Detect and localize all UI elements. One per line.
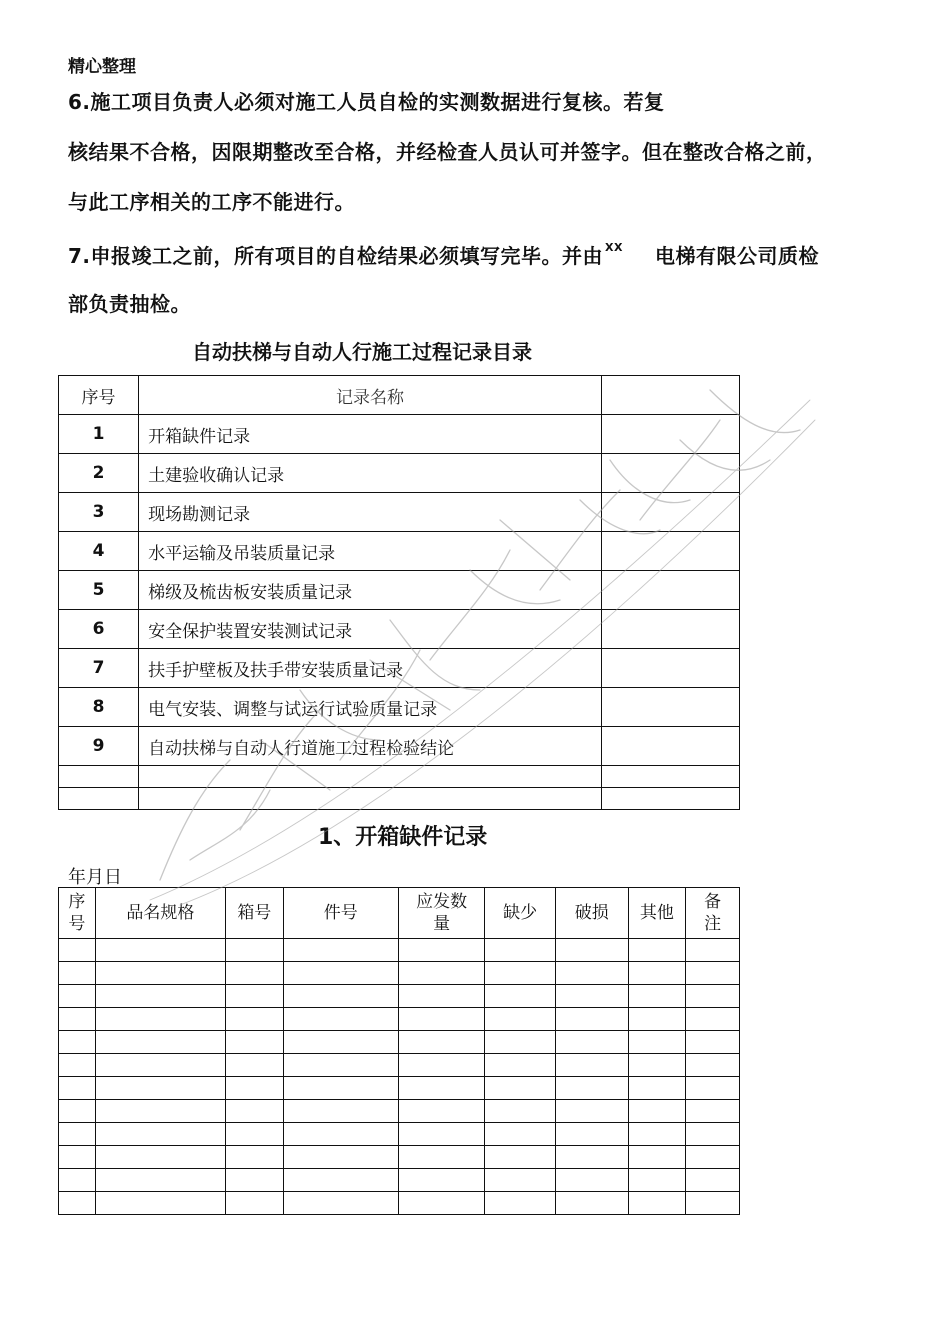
- table-cell[interactable]: [628, 1008, 686, 1031]
- table-cell[interactable]: [283, 1169, 398, 1192]
- table-cell[interactable]: [95, 1054, 225, 1077]
- table-cell[interactable]: [555, 939, 628, 962]
- header-missing: 缺少: [485, 888, 556, 939]
- table-cell[interactable]: [555, 1077, 628, 1100]
- table-cell[interactable]: [398, 1054, 484, 1077]
- empty-cell: [601, 415, 739, 454]
- table-cell[interactable]: [628, 1146, 686, 1169]
- table-cell[interactable]: [59, 1100, 96, 1123]
- company-placeholder: XX: [605, 241, 623, 254]
- table-row: [59, 415, 740, 454]
- record-name: 开箱缺件记录: [139, 415, 602, 454]
- table-cell[interactable]: [59, 985, 96, 1008]
- table-cell[interactable]: [398, 985, 484, 1008]
- table-cell[interactable]: [398, 1077, 484, 1100]
- header-box-no: 箱号: [225, 888, 283, 939]
- empty-cell: [601, 532, 739, 571]
- table-cell[interactable]: [95, 1169, 225, 1192]
- table-cell[interactable]: [555, 1192, 628, 1215]
- table-cell[interactable]: [59, 962, 96, 985]
- table-cell[interactable]: [59, 939, 96, 962]
- table-cell[interactable]: [628, 962, 686, 985]
- record-name: 自动扶梯与自动人行道施工过程检验结论: [139, 727, 602, 766]
- header-damaged: 破损: [555, 888, 628, 939]
- table-cell[interactable]: [225, 1077, 283, 1100]
- table-row: [59, 532, 740, 571]
- table-cell[interactable]: [283, 1123, 398, 1146]
- table-row: [59, 1123, 740, 1146]
- table-row: [59, 454, 740, 493]
- header-quantity: [398, 888, 484, 939]
- record-name: 电气安装、调整与试运行试验质量记录: [139, 688, 602, 727]
- table-cell[interactable]: [686, 1008, 740, 1031]
- table-cell[interactable]: [485, 985, 556, 1008]
- table-cell[interactable]: [686, 1100, 740, 1123]
- table-cell[interactable]: [686, 985, 740, 1008]
- table-cell[interactable]: [283, 1054, 398, 1077]
- table-cell[interactable]: [628, 1192, 686, 1215]
- table-cell[interactable]: [398, 1169, 484, 1192]
- table-cell[interactable]: [59, 1077, 96, 1100]
- date-label: 年月日: [68, 867, 122, 888]
- table-row: [59, 985, 740, 1008]
- empty-cell: [59, 766, 139, 788]
- row-number: 4: [59, 532, 139, 571]
- table-row: [59, 766, 740, 788]
- table-cell[interactable]: [225, 1008, 283, 1031]
- paragraph-7-line-2: 部负责抽检。: [68, 292, 191, 316]
- unpack-record-title: 1、开箱缺件记录: [318, 825, 488, 850]
- table-cell[interactable]: [398, 1146, 484, 1169]
- row-number: 1: [59, 415, 139, 454]
- empty-cell: [59, 788, 139, 810]
- table-cell[interactable]: [95, 962, 225, 985]
- header-part-no: 件号: [283, 888, 398, 939]
- table-cell[interactable]: [686, 939, 740, 962]
- table-cell[interactable]: [225, 1054, 283, 1077]
- table-row: [59, 688, 740, 727]
- table-cell[interactable]: [555, 1146, 628, 1169]
- table-cell[interactable]: [225, 1169, 283, 1192]
- table-cell[interactable]: [59, 1031, 96, 1054]
- table-row: [59, 727, 740, 766]
- table-row: [59, 1100, 740, 1123]
- unpack-header-row: [59, 888, 740, 939]
- table-cell[interactable]: [686, 1123, 740, 1146]
- table-row: [59, 788, 740, 810]
- table-cell[interactable]: [485, 1192, 556, 1215]
- empty-cell: [601, 688, 739, 727]
- table-cell[interactable]: [95, 985, 225, 1008]
- table-row: [59, 571, 740, 610]
- table-cell[interactable]: [95, 939, 225, 962]
- table-cell[interactable]: [59, 1192, 96, 1215]
- table-cell[interactable]: [555, 1123, 628, 1146]
- header-other: 其他: [628, 888, 686, 939]
- table-cell[interactable]: [398, 1123, 484, 1146]
- table-row: [59, 610, 740, 649]
- table-row: [59, 1077, 740, 1100]
- table-cell[interactable]: [95, 1123, 225, 1146]
- table-cell[interactable]: [628, 1054, 686, 1077]
- table-cell[interactable]: [95, 1146, 225, 1169]
- table-cell[interactable]: [555, 985, 628, 1008]
- empty-cell: [601, 727, 739, 766]
- table-cell[interactable]: [283, 1031, 398, 1054]
- table-cell[interactable]: [283, 1100, 398, 1123]
- table-cell[interactable]: [95, 1008, 225, 1031]
- record-name: 梯级及梳齿板安装质量记录: [139, 571, 602, 610]
- unpack-record-table: [58, 887, 740, 1215]
- catalog-header-extra: [601, 376, 739, 415]
- empty-cell: [601, 454, 739, 493]
- table-cell[interactable]: [485, 1054, 556, 1077]
- table-cell[interactable]: [398, 1031, 484, 1054]
- empty-cell: [601, 610, 739, 649]
- table-cell[interactable]: [628, 985, 686, 1008]
- header-remark: [686, 888, 740, 939]
- table-row: [59, 1031, 740, 1054]
- table-cell[interactable]: [398, 1100, 484, 1123]
- record-name: 现场勘测记录: [139, 493, 602, 532]
- table-row: [59, 1008, 740, 1031]
- empty-cell: [601, 571, 739, 610]
- table-cell[interactable]: [95, 1031, 225, 1054]
- table-row: [59, 1192, 740, 1215]
- paragraph-7-line-1: [68, 240, 819, 269]
- table-cell[interactable]: [283, 985, 398, 1008]
- table-cell[interactable]: [283, 1077, 398, 1100]
- table-cell[interactable]: [686, 1146, 740, 1169]
- table-cell[interactable]: [485, 1169, 556, 1192]
- catalog-table: [58, 375, 740, 810]
- table-cell[interactable]: [555, 1100, 628, 1123]
- catalog-header-name: 记录名称: [139, 376, 602, 415]
- table-cell[interactable]: [59, 1054, 96, 1077]
- table-cell[interactable]: [628, 1123, 686, 1146]
- table-cell[interactable]: [555, 1031, 628, 1054]
- paragraph-6-line-2: 核结果不合格，因限期整改至合格，并经检查人员认可并签字。但在整改合格之前，: [68, 140, 827, 164]
- table-cell[interactable]: [283, 1192, 398, 1215]
- table-cell[interactable]: [485, 962, 556, 985]
- header-text: 应发数: [416, 892, 468, 912]
- table-cell[interactable]: [628, 1031, 686, 1054]
- table-cell[interactable]: [555, 1169, 628, 1192]
- table-cell[interactable]: [398, 1008, 484, 1031]
- table-cell[interactable]: [686, 1169, 740, 1192]
- catalog-title: 自动扶梯与自动人行施工过程记录目录: [192, 340, 532, 364]
- table-cell[interactable]: [225, 1100, 283, 1123]
- table-row: [59, 1146, 740, 1169]
- catalog-header-no: 序号: [59, 376, 139, 415]
- table-cell[interactable]: [485, 1077, 556, 1100]
- empty-cell: [601, 649, 739, 688]
- empty-cell: [601, 766, 739, 788]
- table-cell[interactable]: [485, 1146, 556, 1169]
- row-number: 6: [59, 610, 139, 649]
- header-text: 序: [68, 892, 86, 912]
- table-cell[interactable]: [628, 1169, 686, 1192]
- table-cell[interactable]: [628, 1077, 686, 1100]
- table-cell[interactable]: [686, 1077, 740, 1100]
- paragraph-6-line-3: 与此工序相关的工序不能进行。: [68, 190, 355, 214]
- header-text: 量: [433, 914, 451, 934]
- header-text: 注: [704, 914, 722, 934]
- header-spec: 品名规格: [95, 888, 225, 939]
- table-cell[interactable]: [555, 1054, 628, 1077]
- table-cell[interactable]: [59, 1008, 96, 1031]
- row-number: 7: [59, 649, 139, 688]
- row-number: 2: [59, 454, 139, 493]
- table-cell[interactable]: [485, 1008, 556, 1031]
- row-number: 9: [59, 727, 139, 766]
- row-number: 3: [59, 493, 139, 532]
- table-cell[interactable]: [59, 1123, 96, 1146]
- record-name: 土建验收确认记录: [139, 454, 602, 493]
- table-cell[interactable]: [59, 1169, 96, 1192]
- paragraph-7-text-a: 7.申报竣工之前，所有项目的自检结果必须填写完毕。并由: [68, 244, 604, 268]
- record-name: 安全保护装置安装测试记录: [139, 610, 602, 649]
- table-cell[interactable]: [628, 1100, 686, 1123]
- table-cell[interactable]: [686, 1192, 740, 1215]
- table-row: [59, 939, 740, 962]
- record-name: 水平运输及吊装质量记录: [139, 532, 602, 571]
- empty-cell: [139, 788, 602, 810]
- table-row: [59, 1054, 740, 1077]
- table-cell[interactable]: [485, 1123, 556, 1146]
- table-cell[interactable]: [485, 939, 556, 962]
- table-cell[interactable]: [283, 1008, 398, 1031]
- table-cell[interactable]: [686, 1031, 740, 1054]
- table-cell[interactable]: [398, 962, 484, 985]
- table-cell[interactable]: [225, 1031, 283, 1054]
- table-cell[interactable]: [398, 1192, 484, 1215]
- unpack-table-body: [59, 939, 740, 1215]
- paragraph-7-text-b: 电梯有限公司质检: [654, 244, 819, 268]
- table-cell[interactable]: [225, 1123, 283, 1146]
- table-cell[interactable]: [95, 1192, 225, 1215]
- table-cell[interactable]: [686, 962, 740, 985]
- table-cell[interactable]: [485, 1031, 556, 1054]
- record-name: 扶手护壁板及扶手带安装质量记录: [139, 649, 602, 688]
- table-row: [59, 493, 740, 532]
- empty-cell: [139, 766, 602, 788]
- header-note: 精心整理: [68, 57, 136, 77]
- table-cell[interactable]: [225, 985, 283, 1008]
- table-cell[interactable]: [95, 1077, 225, 1100]
- table-cell[interactable]: [225, 1146, 283, 1169]
- empty-cell: [601, 493, 739, 532]
- table-cell[interactable]: [555, 962, 628, 985]
- row-number: 8: [59, 688, 139, 727]
- table-cell[interactable]: [686, 1054, 740, 1077]
- table-cell[interactable]: [283, 939, 398, 962]
- table-row: [59, 1169, 740, 1192]
- row-number: 5: [59, 571, 139, 610]
- header-serial-no: [59, 888, 96, 939]
- paragraph-6-line-1: 6.施工项目负责人必须对施工人员自检的实测数据进行复核。若复: [68, 90, 665, 114]
- empty-cell: [601, 788, 739, 810]
- table-cell[interactable]: [225, 962, 283, 985]
- table-cell[interactable]: [283, 1146, 398, 1169]
- table-cell[interactable]: [628, 939, 686, 962]
- table-cell[interactable]: [283, 962, 398, 985]
- header-text: 号: [68, 914, 86, 934]
- table-cell[interactable]: [485, 1100, 556, 1123]
- table-cell[interactable]: [95, 1100, 225, 1123]
- table-row: [59, 962, 740, 985]
- table-cell[interactable]: [225, 1192, 283, 1215]
- table-cell[interactable]: [59, 1146, 96, 1169]
- table-row: [59, 649, 740, 688]
- catalog-header-row: [59, 376, 740, 415]
- table-cell[interactable]: [398, 939, 484, 962]
- header-text: 备: [704, 892, 722, 912]
- table-cell[interactable]: [555, 1008, 628, 1031]
- table-cell[interactable]: [225, 939, 283, 962]
